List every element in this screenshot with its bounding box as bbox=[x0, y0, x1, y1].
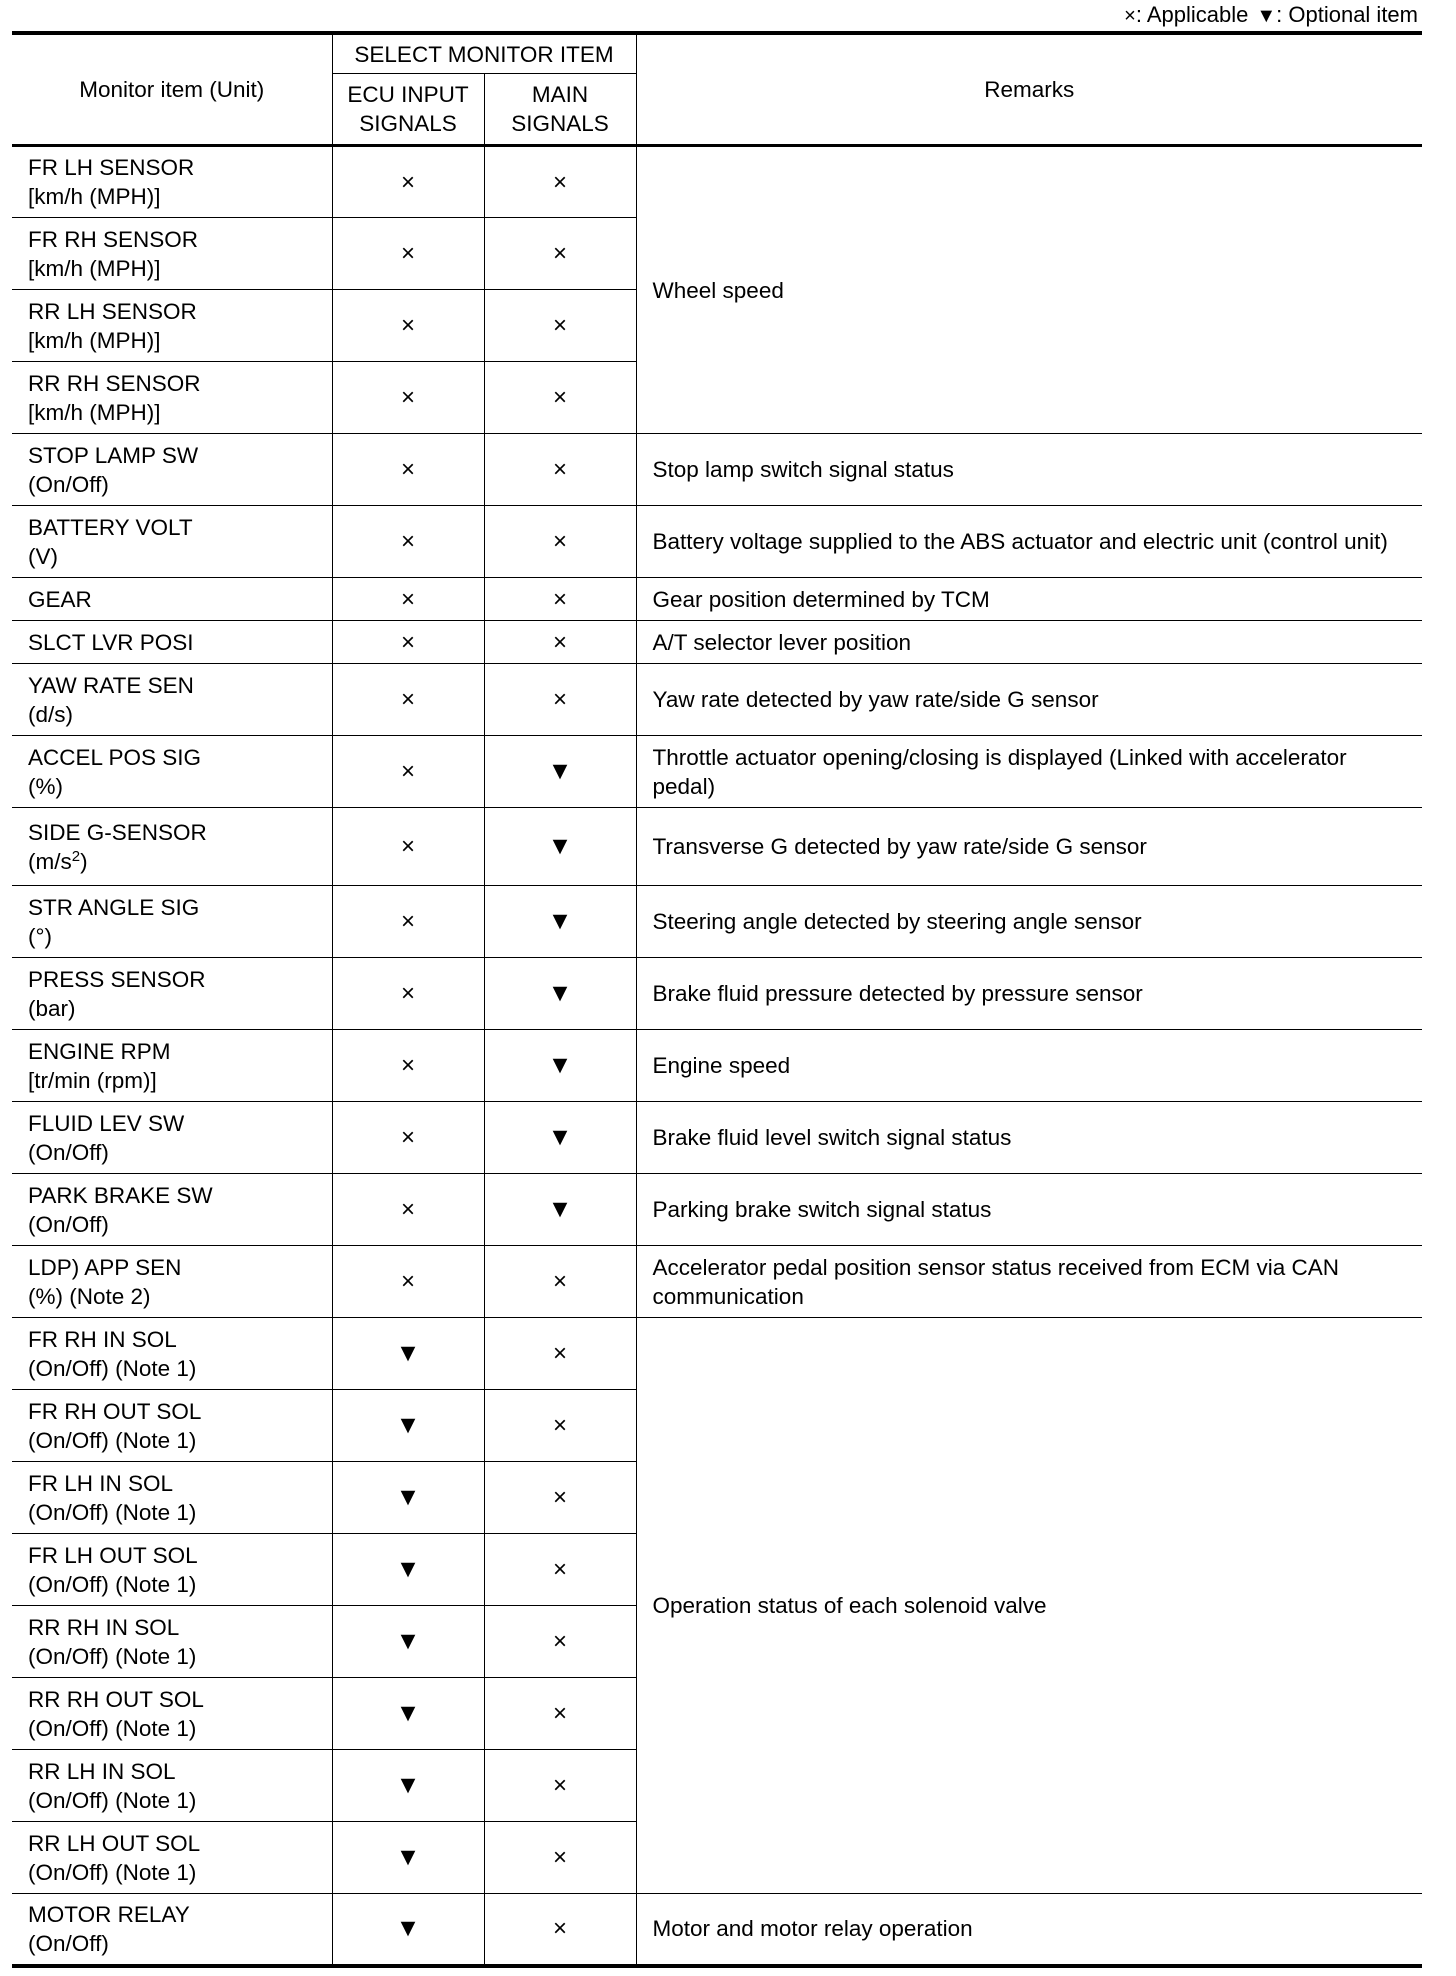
main-signal-mark bbox=[484, 1606, 636, 1678]
applicable-mark: × bbox=[400, 1196, 415, 1223]
applicable-mark: × bbox=[553, 1412, 568, 1439]
table-row bbox=[12, 146, 1422, 218]
optional-mark: ▼ bbox=[547, 1195, 573, 1223]
optional-mark: ▼ bbox=[547, 1051, 573, 1079]
applicable-mark: × bbox=[400, 1268, 415, 1295]
monitor-item-cell bbox=[12, 362, 332, 434]
main-signal-mark bbox=[484, 578, 636, 621]
table-row bbox=[12, 578, 1422, 621]
monitor-item-text: RR LH IN SOL bbox=[28, 1758, 176, 1784]
monitor-item-text: ACCEL POS SIG bbox=[28, 744, 201, 770]
applicable-mark: × bbox=[553, 686, 568, 713]
optional-mark: ▼ bbox=[395, 1555, 421, 1583]
ecu-input-mark bbox=[332, 1390, 484, 1462]
ecu-input-mark bbox=[332, 736, 484, 808]
monitor-item-text: ) bbox=[80, 848, 88, 874]
monitor-item-text: [km/h (MPH)] bbox=[28, 327, 161, 353]
ecu-input-mark bbox=[332, 434, 484, 506]
monitor-item-cell bbox=[12, 290, 332, 362]
monitor-item-cell bbox=[12, 578, 332, 621]
optional-mark: ▼ bbox=[547, 757, 573, 785]
main-signal-mark bbox=[484, 1462, 636, 1534]
ecu-input-mark bbox=[332, 1606, 484, 1678]
monitor-item-cell bbox=[12, 1822, 332, 1894]
main-signal-mark bbox=[484, 1174, 636, 1246]
monitor-item-text: STR ANGLE SIG bbox=[28, 894, 200, 920]
monitor-item-text: ENGINE RPM bbox=[28, 1038, 171, 1064]
monitor-item-cell bbox=[12, 1174, 332, 1246]
monitor-item-text: (On/Off) (Note 1) bbox=[28, 1427, 197, 1453]
applicable-mark: × bbox=[553, 1556, 568, 1583]
table-row bbox=[12, 506, 1422, 578]
table-row bbox=[12, 886, 1422, 958]
header-remarks: Remarks bbox=[636, 33, 1422, 146]
monitor-item-text: SLCT LVR POSI bbox=[28, 629, 194, 655]
header-select-monitor-item: SELECT MONITOR ITEM bbox=[332, 33, 636, 74]
remark-cell: Brake fluid level switch signal status bbox=[636, 1102, 1422, 1174]
applicable-mark: × bbox=[553, 585, 568, 613]
monitor-item-text: RR LH SENSOR bbox=[28, 298, 197, 324]
ecu-input-mark bbox=[332, 808, 484, 886]
ecu-input-mark bbox=[332, 1678, 484, 1750]
monitor-item-text: (On/Off) (Note 1) bbox=[28, 1715, 197, 1741]
monitor-item-text: BATTERY VOLT bbox=[28, 514, 193, 540]
ecu-input-mark bbox=[332, 146, 484, 218]
applicable-mark: × bbox=[400, 980, 415, 1007]
table-row bbox=[12, 434, 1422, 506]
optional-mark: ▼ bbox=[547, 979, 573, 1007]
monitor-item-text: PARK BRAKE SW bbox=[28, 1182, 213, 1208]
main-signal-mark bbox=[484, 1246, 636, 1318]
monitor-item-cell bbox=[12, 886, 332, 958]
ecu-input-mark bbox=[332, 664, 484, 736]
remark-cell: A/T selector lever position bbox=[636, 621, 1422, 664]
monitor-item-cell bbox=[12, 1678, 332, 1750]
monitor-item-text: RR RH SENSOR bbox=[28, 370, 201, 396]
ecu-input-mark bbox=[332, 578, 484, 621]
monitor-item-cell bbox=[12, 1462, 332, 1534]
table-row bbox=[12, 1894, 1422, 1966]
monitor-item-text: FLUID LEV SW bbox=[28, 1110, 185, 1136]
monitor-item-text: (On/Off) bbox=[28, 1139, 109, 1165]
remark-cell: Parking brake switch signal status bbox=[636, 1174, 1422, 1246]
optional-symbol: ▼ bbox=[1256, 5, 1277, 27]
applicable-mark: × bbox=[553, 1700, 568, 1727]
monitor-item-text: RR LH OUT SOL bbox=[28, 1830, 201, 1856]
applicable-mark: × bbox=[553, 628, 568, 656]
monitor-item-cell bbox=[12, 736, 332, 808]
applicable-mark: × bbox=[553, 528, 568, 555]
remark-cell: Gear position determined by TCM bbox=[636, 578, 1422, 621]
main-signal-mark bbox=[484, 1102, 636, 1174]
monitor-item-text: STOP LAMP SW bbox=[28, 442, 199, 468]
main-signal-mark bbox=[484, 146, 636, 218]
main-signal-mark bbox=[484, 664, 636, 736]
main-signal-mark bbox=[484, 218, 636, 290]
optional-mark: ▼ bbox=[547, 1123, 573, 1151]
applicable-mark: × bbox=[400, 384, 415, 411]
applicable-mark: × bbox=[553, 384, 568, 411]
monitor-item-text: (m/s bbox=[28, 848, 72, 874]
remark-cell: Transverse G detected by yaw rate/side G sensor bbox=[636, 808, 1422, 886]
applicable-mark: × bbox=[553, 456, 568, 483]
applicable-mark: × bbox=[400, 240, 415, 267]
monitor-item-text: MOTOR RELAY bbox=[28, 1901, 190, 1927]
main-signal-mark bbox=[484, 736, 636, 808]
monitor-item-text: (bar) bbox=[28, 995, 76, 1021]
applicable-mark: × bbox=[553, 1340, 568, 1367]
remark-cell: Battery voltage supplied to the ABS actuator and electric unit (control unit) bbox=[636, 506, 1422, 578]
ecu-input-mark bbox=[332, 218, 484, 290]
monitor-item-text: (On/Off) (Note 1) bbox=[28, 1787, 197, 1813]
ecu-input-mark bbox=[332, 506, 484, 578]
monitor-item-text: [km/h (MPH)] bbox=[28, 255, 161, 281]
table-row bbox=[12, 1318, 1422, 1390]
main-signal-mark bbox=[484, 506, 636, 578]
monitor-item-text: (d/s) bbox=[28, 701, 73, 727]
monitor-item-text: LDP) APP SEN bbox=[28, 1254, 182, 1280]
monitor-item-text: (On/Off) bbox=[28, 1211, 109, 1237]
remark-cell: Throttle actuator opening/closing is displayed (Linked with accelerator pedal) bbox=[636, 736, 1422, 808]
applicable-mark: × bbox=[400, 585, 415, 613]
remark-cell: Wheel speed bbox=[636, 146, 1422, 434]
ecu-input-mark bbox=[332, 362, 484, 434]
remark-cell: Brake fluid pressure detected by pressure sensor bbox=[636, 958, 1422, 1030]
monitor-item-text: (%) bbox=[28, 773, 63, 799]
applicable-symbol: × bbox=[1124, 5, 1136, 27]
main-signal-mark bbox=[484, 1318, 636, 1390]
ecu-input-mark bbox=[332, 1174, 484, 1246]
optional-mark: ▼ bbox=[395, 1914, 421, 1943]
table-row bbox=[12, 736, 1422, 808]
monitor-item-text: RR RH OUT SOL bbox=[28, 1686, 204, 1712]
monitor-item-text: PRESS SENSOR bbox=[28, 966, 206, 992]
monitor-item-text: FR LH IN SOL bbox=[28, 1470, 174, 1496]
monitor-item-text: (On/Off) bbox=[28, 1930, 109, 1956]
monitor-item-text: FR RH IN SOL bbox=[28, 1326, 177, 1352]
monitor-item-text: (V) bbox=[28, 543, 58, 569]
table-row bbox=[12, 621, 1422, 664]
monitor-item-cell bbox=[12, 146, 332, 218]
table-row bbox=[12, 808, 1422, 886]
monitor-item-text: FR LH OUT SOL bbox=[28, 1542, 198, 1568]
ecu-input-mark bbox=[332, 1102, 484, 1174]
ecu-input-mark bbox=[332, 1894, 484, 1966]
main-signal-mark bbox=[484, 1390, 636, 1462]
main-signal-mark bbox=[484, 1750, 636, 1822]
applicable-mark: × bbox=[553, 1628, 568, 1655]
monitor-item-text: [km/h (MPH)] bbox=[28, 399, 161, 425]
ecu-input-mark bbox=[332, 958, 484, 1030]
monitor-item-text: (On/Off) (Note 1) bbox=[28, 1859, 197, 1885]
monitor-item-text: (On/Off) (Note 1) bbox=[28, 1355, 197, 1381]
monitor-item-text: (On/Off) bbox=[28, 471, 109, 497]
applicable-mark: × bbox=[400, 1052, 415, 1079]
monitor-item-text: [km/h (MPH)] bbox=[28, 184, 161, 209]
table-row bbox=[12, 958, 1422, 1030]
optional-mark: ▼ bbox=[547, 832, 573, 860]
main-signal-mark bbox=[484, 621, 636, 664]
optional-mark: ▼ bbox=[547, 907, 573, 935]
applicable-mark: × bbox=[553, 1772, 568, 1799]
applicable-mark: × bbox=[400, 686, 415, 713]
applicable-mark: × bbox=[400, 456, 415, 483]
main-signal-mark bbox=[484, 808, 636, 886]
monitor-item-text: (On/Off) (Note 1) bbox=[28, 1571, 197, 1597]
optional-mark: ▼ bbox=[395, 1339, 421, 1367]
ecu-input-mark bbox=[332, 621, 484, 664]
optional-label: : Optional item bbox=[1276, 2, 1418, 27]
main-signal-mark bbox=[484, 362, 636, 434]
remark-cell: Engine speed bbox=[636, 1030, 1422, 1102]
applicable-label: : Applicable bbox=[1135, 2, 1249, 27]
applicable-mark: × bbox=[553, 312, 568, 339]
table-row bbox=[12, 1246, 1422, 1318]
monitor-item-text: (°) bbox=[28, 923, 52, 949]
optional-mark: ▼ bbox=[395, 1483, 421, 1511]
main-signal-mark bbox=[484, 1678, 636, 1750]
optional-mark: ▼ bbox=[395, 1843, 421, 1871]
applicable-mark: × bbox=[400, 168, 415, 196]
header-main-signals: MAIN SIGNALS bbox=[484, 74, 636, 146]
ecu-input-mark bbox=[332, 1462, 484, 1534]
monitor-item-text: 2 bbox=[71, 847, 81, 865]
table-row bbox=[12, 664, 1422, 736]
table-row bbox=[12, 1174, 1422, 1246]
monitor-item-text: (On/Off) (Note 1) bbox=[28, 1499, 197, 1525]
applicable-mark: × bbox=[553, 1484, 568, 1511]
main-signal-mark bbox=[484, 958, 636, 1030]
monitor-item-text: FR RH SENSOR bbox=[28, 226, 199, 252]
optional-mark: ▼ bbox=[395, 1627, 421, 1655]
applicable-mark: × bbox=[553, 1915, 568, 1943]
applicable-mark: × bbox=[400, 312, 415, 339]
applicable-mark: × bbox=[400, 1124, 415, 1151]
applicable-mark: × bbox=[400, 758, 415, 785]
optional-mark: ▼ bbox=[395, 1699, 421, 1727]
main-signal-mark bbox=[484, 1822, 636, 1894]
remark-cell: Stop lamp switch signal status bbox=[636, 434, 1422, 506]
monitor-item-cell bbox=[12, 1606, 332, 1678]
monitor-item-cell bbox=[12, 1750, 332, 1822]
ecu-input-mark bbox=[332, 886, 484, 958]
monitor-item-text: YAW RATE SEN bbox=[28, 672, 194, 698]
applicable-mark: × bbox=[553, 1844, 568, 1871]
symbol-legend bbox=[1124, 2, 1418, 29]
main-signal-mark bbox=[484, 1894, 636, 1966]
remark-cell: Steering angle detected by steering angle sensor bbox=[636, 886, 1422, 958]
applicable-mark: × bbox=[400, 628, 415, 656]
monitor-item-cell bbox=[12, 958, 332, 1030]
ecu-input-mark bbox=[332, 290, 484, 362]
applicable-mark: × bbox=[400, 833, 415, 860]
monitor-item-cell bbox=[12, 1318, 332, 1390]
table-row bbox=[12, 1102, 1422, 1174]
ecu-input-mark bbox=[332, 1822, 484, 1894]
monitor-item-cell bbox=[12, 506, 332, 578]
monitor-item-text: SIDE G-SENSOR bbox=[28, 819, 207, 845]
monitor-item-cell bbox=[12, 1894, 332, 1966]
remark-cell: Yaw rate detected by yaw rate/side G sensor bbox=[636, 664, 1422, 736]
monitor-item-cell bbox=[12, 808, 332, 886]
ecu-input-mark bbox=[332, 1318, 484, 1390]
main-signal-mark bbox=[484, 886, 636, 958]
applicable-mark: × bbox=[553, 240, 568, 267]
remark-cell: Motor and motor relay operation bbox=[636, 1894, 1422, 1966]
monitor-item-text: (On/Off) (Note 1) bbox=[28, 1643, 197, 1669]
header-monitor-item: Monitor item (Unit) bbox=[12, 33, 332, 146]
monitor-item-text: FR RH OUT SOL bbox=[28, 1398, 202, 1424]
monitor-item-text: FR LH SENSOR bbox=[28, 155, 195, 180]
ecu-input-mark bbox=[332, 1030, 484, 1102]
applicable-mark: × bbox=[400, 908, 415, 935]
ecu-input-mark bbox=[332, 1246, 484, 1318]
monitor-item-cell bbox=[12, 434, 332, 506]
optional-mark: ▼ bbox=[395, 1771, 421, 1799]
remark-cell: Operation status of each solenoid valve bbox=[636, 1318, 1422, 1894]
monitor-item-text: GEAR bbox=[28, 586, 92, 612]
monitor-item-text: [tr/min (rpm)] bbox=[28, 1067, 157, 1093]
applicable-mark: × bbox=[553, 168, 568, 196]
applicable-mark: × bbox=[553, 1268, 568, 1295]
main-signal-mark bbox=[484, 290, 636, 362]
monitor-item-text: (%) (Note 2) bbox=[28, 1283, 151, 1309]
monitor-item-cell bbox=[12, 1246, 332, 1318]
main-signal-mark bbox=[484, 1030, 636, 1102]
monitor-item-cell bbox=[12, 218, 332, 290]
monitor-item-table bbox=[12, 31, 1422, 1968]
table-row bbox=[12, 1030, 1422, 1102]
monitor-item-text: RR RH IN SOL bbox=[28, 1614, 180, 1640]
optional-mark: ▼ bbox=[395, 1411, 421, 1439]
header-ecu-input-signals: ECU INPUT SIGNALS bbox=[332, 74, 484, 146]
monitor-item-cell bbox=[12, 1390, 332, 1462]
monitor-item-cell bbox=[12, 621, 332, 664]
ecu-input-mark bbox=[332, 1534, 484, 1606]
applicable-mark: × bbox=[400, 528, 415, 555]
ecu-input-mark bbox=[332, 1750, 484, 1822]
monitor-item-cell bbox=[12, 1534, 332, 1606]
monitor-item-cell bbox=[12, 664, 332, 736]
monitor-item-cell bbox=[12, 1030, 332, 1102]
monitor-item-cell bbox=[12, 1102, 332, 1174]
remark-cell: Accelerator pedal position sensor status received from ECM via CAN communication bbox=[636, 1246, 1422, 1318]
main-signal-mark bbox=[484, 1534, 636, 1606]
main-signal-mark bbox=[484, 434, 636, 506]
